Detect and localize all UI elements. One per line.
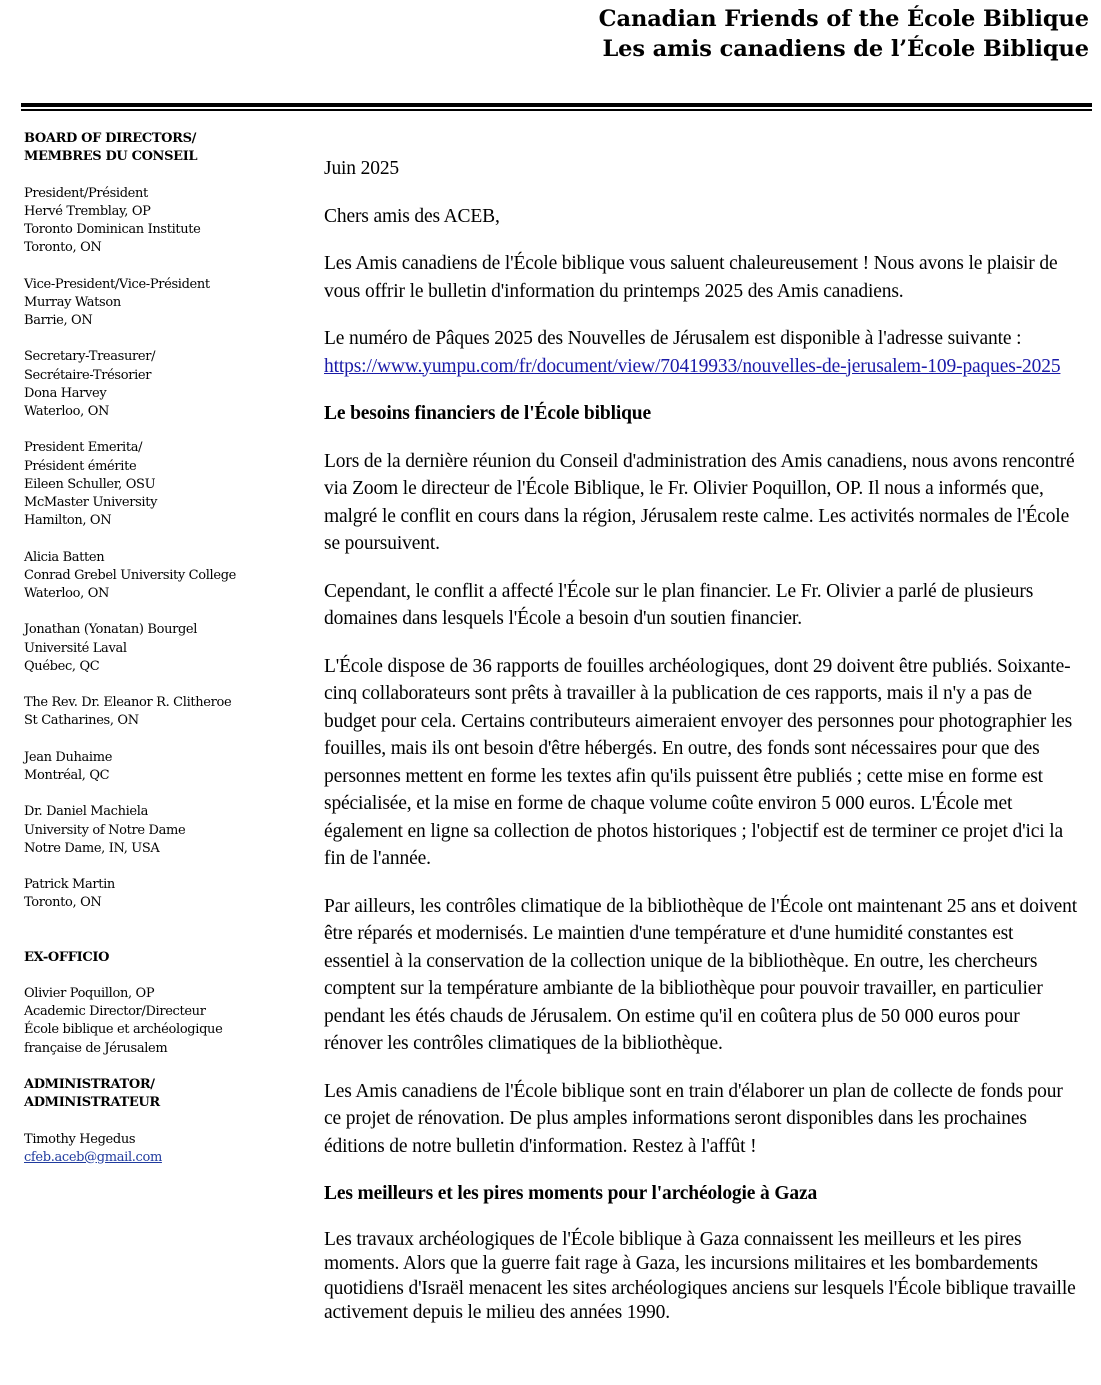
member-name: Olivier Poquillon, OP	[24, 985, 155, 1001]
member-role: Vice-President/Vice-Président	[24, 276, 210, 292]
body-paragraph: Les Amis canadiens de l'École biblique sont en train d'élaborer un plan de collecte de fonds pour ce projet de rénovation. De plus amples informations seront disponibles dans les prochaines éditions de notre bulletin d'information. Restez à l'affût !	[324, 1080, 1063, 1157]
member-location: Toronto, ON	[24, 240, 102, 256]
member-role-fr: Secrétaire-Trésorier	[24, 367, 152, 383]
ex-officio-member	[24, 985, 284, 1058]
member-location: Québec, QC	[24, 658, 100, 674]
member-location: St Catharines, ON	[24, 713, 139, 729]
member-location: Barrie, ON	[24, 313, 93, 328]
member-affiliation: McMaster University	[24, 495, 158, 510]
board-member	[24, 803, 284, 858]
ex-officio-heading: EX-OFFICIO	[24, 949, 110, 965]
member-name: Alicia Batten	[24, 549, 105, 565]
body-paragraph: Lors de la dernière réunion du Conseil d'administration des Amis canadiens, nous avons rencontré via Zoom le directeur de l'École Biblique, le Fr. Olivier Poquillon, OP. Il nous a informés que, malgré le conflit en cours dans la région, Jérusalem reste calme. Les activités normales de l'École se poursuivent.	[324, 450, 1075, 554]
letterhead-english: Canadian Friends of the École Biblique	[598, 6, 1089, 32]
member-location: Waterloo, ON	[24, 586, 110, 601]
letter-body	[324, 155, 1079, 1346]
administrator-email-link[interactable]: cfeb.aceb@gmail.com	[24, 1149, 162, 1165]
member-affiliation: Conrad Grebel University College	[24, 567, 237, 583]
link-prefix-text: Le numéro de Pâques 2025 des Nouvelles de Jérusalem est disponible à l'adresse suivante :	[324, 328, 1022, 349]
section-title-financial-needs: Le besoins financiers de l'École biblique	[324, 403, 652, 424]
member-affiliation: Université Laval	[24, 640, 127, 656]
member-name: Eileen Schuller, OSU	[24, 476, 156, 492]
board-heading-en: BOARD OF DIRECTORS/	[24, 131, 197, 146]
administrator	[24, 1131, 284, 1167]
board-member	[24, 749, 284, 785]
member-affiliation: University of Notre Dame	[24, 822, 186, 838]
member-affiliation: Toronto Dominican Institute	[24, 222, 201, 237]
board-sidebar	[24, 130, 284, 1185]
board-member	[24, 276, 284, 331]
letter-date: Juin 2025	[324, 158, 400, 179]
administrator-heading	[24, 1076, 284, 1112]
board-member	[24, 348, 284, 421]
board-member	[24, 694, 284, 730]
board-member	[24, 621, 284, 676]
board-member	[24, 876, 284, 912]
member-name: The Rev. Dr. Eleanor R. Clitheroe	[24, 695, 232, 711]
header-divider-thin	[21, 109, 1092, 111]
administrator-heading-en: ADMINISTRATOR/	[24, 1076, 155, 1092]
letterhead	[599, 4, 1089, 64]
member-name: Dr. Daniel Machiela	[24, 804, 148, 820]
newsletter-link[interactable]: https://www.yumpu.com/fr/document/view/70419933/nouvelles-de-jerusalem-109-paques-2025	[324, 355, 1061, 377]
member-affiliation-cont: française de Jérusalem	[24, 1040, 168, 1056]
member-name: Jean Duhaime	[24, 749, 113, 765]
member-affiliation: École biblique et archéologique	[24, 1022, 223, 1038]
member-name: Murray Watson	[24, 294, 121, 310]
header-divider-thick	[21, 103, 1092, 107]
member-name: Patrick Martin	[24, 877, 115, 893]
member-location: Hamilton, ON	[24, 513, 112, 529]
member-role-fr: Président émérite	[24, 458, 137, 474]
administrator-heading-fr: ADMINISTRATEUR	[24, 1095, 160, 1111]
body-paragraph: L'École dispose de 36 rapports de fouilles archéologiques, dont 29 doivent être publiés. Soixante-cinq collaborateurs sont prêts à travailler à la publication de ces rapports, mais il n'y a pas de budget pour cela. Certains contributeurs aimeraient envoyer des personnes pour photographier les fouilles, mais ils ont besoin d'être hébergés. En outre, des fonds sont nécessaires pour que des personnes mettent en forme les textes afin qu'ils puissent être publiés ; cette mise en forme est spécialisée, et la mise en forme de chaque volume coûte environ 5 000 euros. L'École met également en ligne sa collection de photos historiques ; l'objectif est de terminer ce projet d'ici la fin de l'année.	[324, 655, 1073, 869]
member-name: Hervé Tremblay, OP	[24, 203, 151, 219]
newsletter-link-paragraph	[324, 325, 1079, 380]
body-paragraph: Cependant, le conflit a affecté l'École sur le plan financier. Le Fr. Olivier a parlé de plusieurs domaines dans lesquels l'École a besoin d'un soutien financier.	[324, 580, 1034, 629]
intro-paragraph: Les Amis canadiens de l'École biblique vous saluent chaleureusement ! Nous avons le plaisir de vous offrir le bulletin d'information du printemps 2025 des Amis canadiens.	[324, 253, 1058, 302]
member-name: Dona Harvey	[24, 385, 107, 401]
board-heading	[24, 130, 284, 166]
administrator-name: Timothy Hegedus	[24, 1131, 136, 1147]
member-location: Toronto, ON	[24, 895, 102, 911]
member-role: President/Président	[24, 185, 148, 201]
section-title-gaza-archaeology: Les meilleurs et les pires moments pour l'archéologie à Gaza	[324, 1183, 818, 1204]
body-paragraph: Par ailleurs, les contrôles climatique de la bibliothèque de l'École ont maintenant 25 ans et doivent être réparés et modernisés. Le maintien d'une température et d'une humidité constantes est essentiel à la conservation de la collection unique de la bibliothèque. En outre, les chercheurs comptent sur la température ambiante de la bibliothèque pour pouvoir travailler, en particulier pendant les étés chauds de Jérusalem. On estime qu'il en coûtera plus de 50 000 euros pour rénover les contrôles climatiques de la bibliothèque.	[324, 895, 1077, 1054]
board-member	[24, 185, 284, 258]
member-location: Montréal, QC	[24, 767, 110, 783]
member-location: Notre Dame, IN, USA	[24, 840, 160, 856]
member-name: Jonathan (Yonatan) Bourgel	[24, 622, 198, 638]
member-role: Secretary-Treasurer/	[24, 349, 156, 365]
board-heading-fr: MEMBRES DU CONSEIL	[24, 149, 198, 165]
salutation: Chers amis des ACEB,	[324, 205, 500, 227]
letterhead-french: Les amis canadiens de l’École Biblique	[602, 36, 1089, 62]
body-paragraph: Les travaux archéologiques de l'École biblique à Gaza connaissent les meilleurs et les pires moments. Alors que la guerre fait rage à Gaza, les incursions militaires et les bombardements quotidiens d'Israël menacent les sites archéologiques anciens sur lesquels l'École biblique travaille activement depuis le milieu des années 1990.	[324, 1228, 1076, 1323]
member-role: Academic Director/Directeur	[24, 1004, 206, 1020]
board-member	[24, 549, 284, 604]
member-location: Waterloo, ON	[24, 404, 110, 419]
member-role: President Emerita/	[24, 440, 143, 456]
board-member	[24, 439, 284, 530]
